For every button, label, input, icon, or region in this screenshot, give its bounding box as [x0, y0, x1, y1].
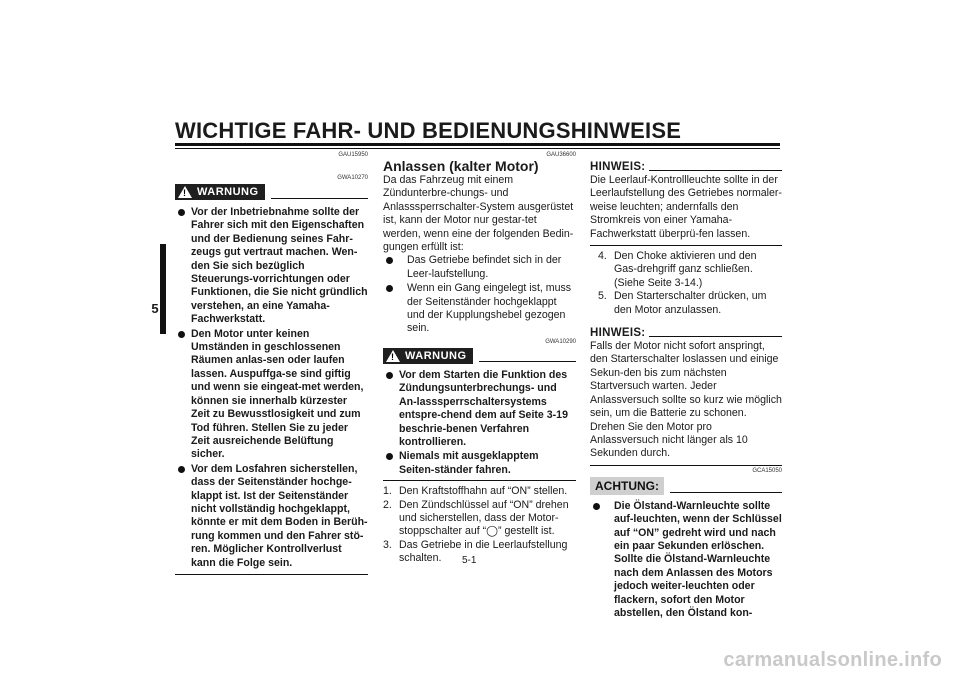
step-item: 5. Den Starterschalter drücken, um den Motor anzulassen.	[598, 290, 767, 316]
caution-badge: ACHTUNG:	[590, 477, 664, 495]
warning-bullet: Vor der Inbetriebnahme sollte der Fahrer sich mit den Eigenschaften und der Bedienung seines Fahr-zeugs gut vertraut machen. Wen-den Sie sich bezüglich Steuerungs-vorrichtungen oder Funktionen, die Sie nicht gründlich verstehen, an eine Yamaha-Fachwerkstatt.	[175, 206, 368, 327]
warning-triangle-icon: !	[178, 186, 192, 198]
warning-badge	[383, 348, 473, 364]
doc-code: GWA10270	[337, 175, 368, 181]
doc-code: GCA15050	[752, 467, 782, 474]
doc-code: GAU36600	[546, 152, 576, 158]
page-title: WICHTIGE FAHR- UND BEDIENUNGSHINWEISE	[175, 118, 682, 143]
section-heading: Anlassen (kalter Motor)	[383, 158, 539, 174]
warning-triangle-icon: !	[386, 350, 400, 362]
caution-header	[590, 476, 782, 496]
note-header	[590, 323, 782, 339]
note-rule	[649, 336, 782, 337]
intro-paragraph: Da das Fahrzeug mit einem Zündunterbre-chungs- und Anlasssperrschalter-System ausgerüstet ist, kann der Motor nur gestar-tet werden, wenn eine der folgenden Bedin-gungen erfüllt ist:	[383, 174, 574, 254]
warning-bullet: Vor dem Starten die Funktion des Zündungsunterbrechungs- und An-lasssperrschaltersystems entspre-chend dem auf Seite 3-19 beschrie-benen Verfahren kontrollieren.	[383, 369, 576, 449]
note-end-rule	[590, 245, 782, 246]
watermark: carmanualsonline.info	[723, 649, 942, 671]
title-rule-thin	[175, 148, 780, 149]
note-end-rule	[590, 465, 782, 466]
note-text: Falls der Motor nicht sofort anspringt, den Starterschalter loslassen und einige Sekun-den bis zum nächsten Startversuch warten. Jeder Anlassversuch sollte so kurz wie möglich sein, um die Batterie zu schonen. Drehen Sie den Motor pro Anlassversuch nicht länger als 10 Sekunden durch.	[590, 340, 782, 460]
note-text: Die Leerlauf-Kontrollleuchte sollte in der Leerlaufstellung des Getriebes normaler-weise leuchten; andernfalls den Stromkreis von einer Yamaha-Fachwerkstatt überprü-fen lassen.	[590, 174, 782, 240]
warning-label: WARNUNG	[405, 349, 467, 362]
note-header	[590, 157, 782, 173]
warning-bullet: Niemals mit ausgeklapptem Seiten-ständer fahren.	[383, 450, 576, 477]
column-2	[383, 152, 576, 566]
step-item: 1. Den Kraftstoffhahn auf “ON” stellen.	[383, 485, 568, 498]
step-item: 4. Den Choke aktivieren und den Gas-drehgriff ganz schließen. (Siehe Seite 3-14.)	[598, 250, 757, 289]
chapter-tab-bar	[160, 244, 166, 334]
condition-bullet: Das Getriebe befindet sich in der Leer-laufstellung.	[383, 254, 576, 281]
title-rule	[175, 143, 780, 146]
page-number: 5-1	[462, 555, 477, 566]
column-3	[590, 157, 782, 621]
chapter-tab: 5	[151, 301, 159, 316]
doc-code: GWA10290	[545, 338, 576, 345]
warning-header	[383, 347, 576, 365]
warning-label: WARNUNG	[197, 186, 259, 198]
caution-bullet: Die Ölstand-Warnleuchte sollte auf-leuchten, wenn der Schlüssel auf “ON” gedreht wird und nach ein paar Sekunden erlöschen. Sollte die Ölstand-Warnleuchte nach dem Anlassen des Motors jedoch weiter-leuchten oder flackern, sofort den Motor abstellen, den Ölstand kon-	[590, 500, 782, 621]
note-label: HINWEIS:	[590, 161, 646, 173]
warning-bullet: Vor dem Losfahren sicherstellen, dass der Seitenständer hochge-klappt ist. Ist der Seitenständer nicht vollständig hochgeklappt, könnte er mit dem Boden in Berüh-rung kommen und den Fahrer stö-ren. Möglicher Kontrollverlust kann die Folge sein.	[175, 463, 368, 570]
caution-rule	[670, 492, 782, 493]
note-rule	[649, 170, 782, 171]
warning-rule	[271, 198, 368, 199]
note-label: HINWEIS:	[590, 327, 646, 340]
doc-code: GAU15950	[338, 152, 368, 158]
column-1	[175, 152, 368, 575]
warning-badge	[175, 184, 265, 200]
warning-bullet: Den Motor unter keinen Umständen in geschlossenen Räumen anlas-sen oder laufen lassen. Auspuffga-se sind giftig und wenn sie eingeat-met werden, können sie innerhalb kürzester Zeit zu Bewusstlosigkeit und zum Tod führen. Stellen Sie zu jeder Zeit ausreichende Belüftung sicher.	[175, 328, 368, 462]
warning-end-rule	[383, 480, 576, 481]
warning-header	[175, 183, 368, 201]
warning-end-rule	[175, 574, 368, 575]
step-item: 3. Das Getriebe in die Leerlaufstellung schalten.	[383, 538, 568, 565]
step-item: 2. Den Zündschlüssel auf “ON” drehen und sicherstellen, dass der Motor-stoppschalter auf “◯” gestellt ist.	[383, 498, 569, 538]
warning-rule	[479, 361, 576, 362]
condition-bullet: Wenn ein Gang eingelegt ist, muss der Seitenständer hochgeklappt und der Kupplungshebel gezogen sein.	[383, 282, 576, 336]
